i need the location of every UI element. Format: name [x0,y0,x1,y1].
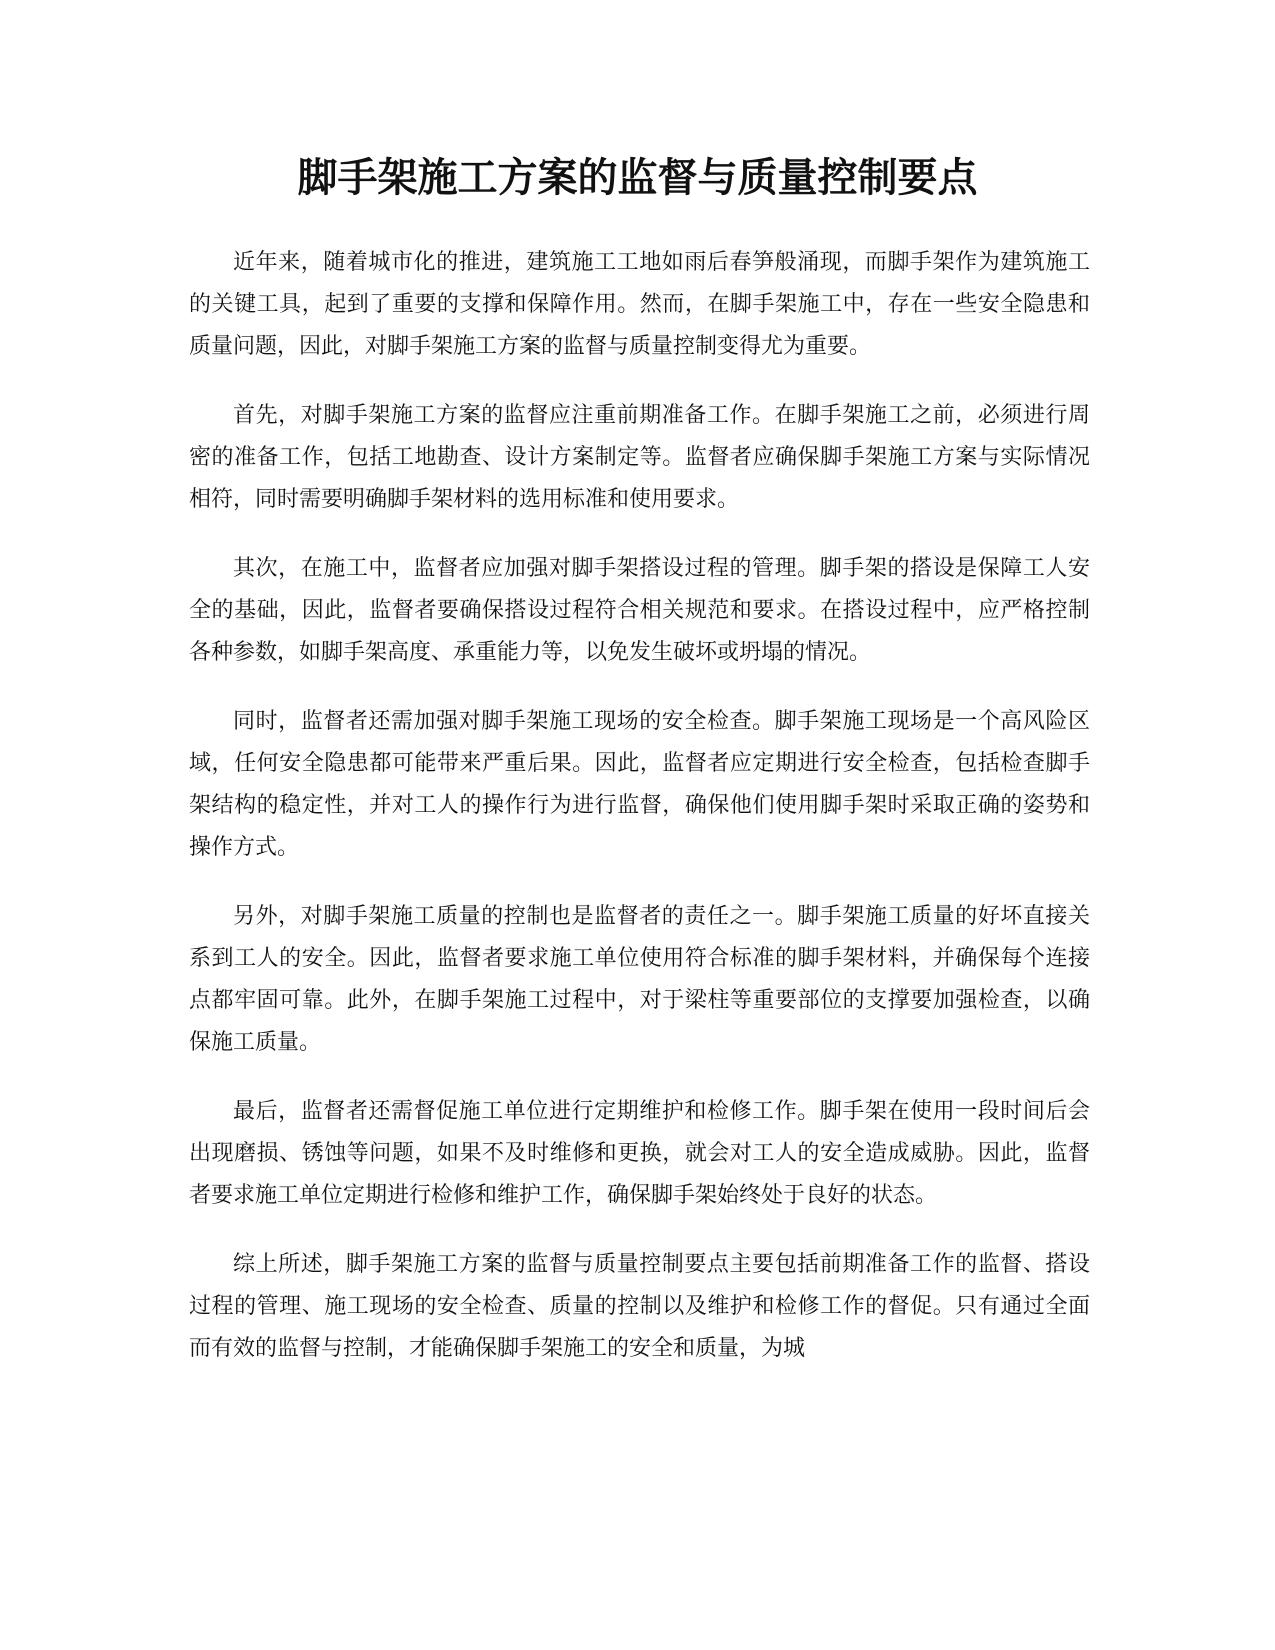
paragraph-intro: 近年来，随着城市化的推进，建筑施工工地如雨后春笋般涌现，而脚手架作为建筑施工的关键工具，起到了重要的支撑和保障作用。然而，在脚手架施工中，存在一些安全隐患和质量问题，因此，对脚手架施工方案的监督与质量控制变得尤为重要。 [189,250,1090,359]
paragraph-erection: 其次，在施工中，监督者应加强对脚手架搭设过程的管理。脚手架的搭设是保障工人安全的基础，因此，监督者要确保搭设过程符合相关规范和要求。在搭设过程中，应严格控制各种参数，如脚手架高度、承重能力等，以免发生破坏或坍塌的情况。 [189,556,1090,665]
paragraph-maintenance: 最后，监督者还需督促施工单位进行定期维护和检修工作。脚手架在使用一段时间后会出现磨损、锈蚀等问题，如果不及时维修和更换，就会对工人的安全造成威胁。因此，监督者要求施工单位定期进行检修和维护工作，确保脚手架始终处于良好的状态。 [189,1099,1090,1208]
paragraph-preparation: 首先，对脚手架施工方案的监督应注重前期准备工作。在脚手架施工之前，必须进行周密的准备工作，包括工地勘查、设计方案制定等。监督者应确保脚手架施工方案与实际情况相符，同时需要明确脚手架材料的选用标准和使用要求。 [189,403,1090,512]
paragraph-quality-control: 另外，对脚手架施工质量的控制也是监督者的责任之一。脚手架施工质量的好坏直接关系到工人的安全。因此，监督者要求施工单位使用符合标准的脚手架材料，并确保每个连接点都牢固可靠。此外，在脚手架施工过程中，对于梁柱等重要部位的支撑要加强检查，以确保施工质量。 [189,904,1090,1055]
document-body [189,242,1090,1397]
paragraph-summary: 综上所述，脚手架施工方案的监督与质量控制要点主要包括前期准备工作的监督、搭设过程的管理、施工现场的安全检查、质量的控制以及维护和检修工作的督促。只有通过全面而有效的监督与控制，才能确保脚手架施工的安全和质量，为城 [189,1252,1090,1361]
paragraph-safety-inspection: 同时，监督者还需加强对脚手架施工现场的安全检查。脚手架施工现场是一个高风险区域，任何安全隐患都可能带来严重后果。因此，监督者应定期进行安全检查，包括检查脚手架结构的稳定性，并对工人的操作行为进行监督，确保他们使用脚手架时采取正确的姿势和操作方式。 [189,709,1090,860]
document-title: 脚手架施工方案的监督与质量控制要点 [297,155,978,201]
